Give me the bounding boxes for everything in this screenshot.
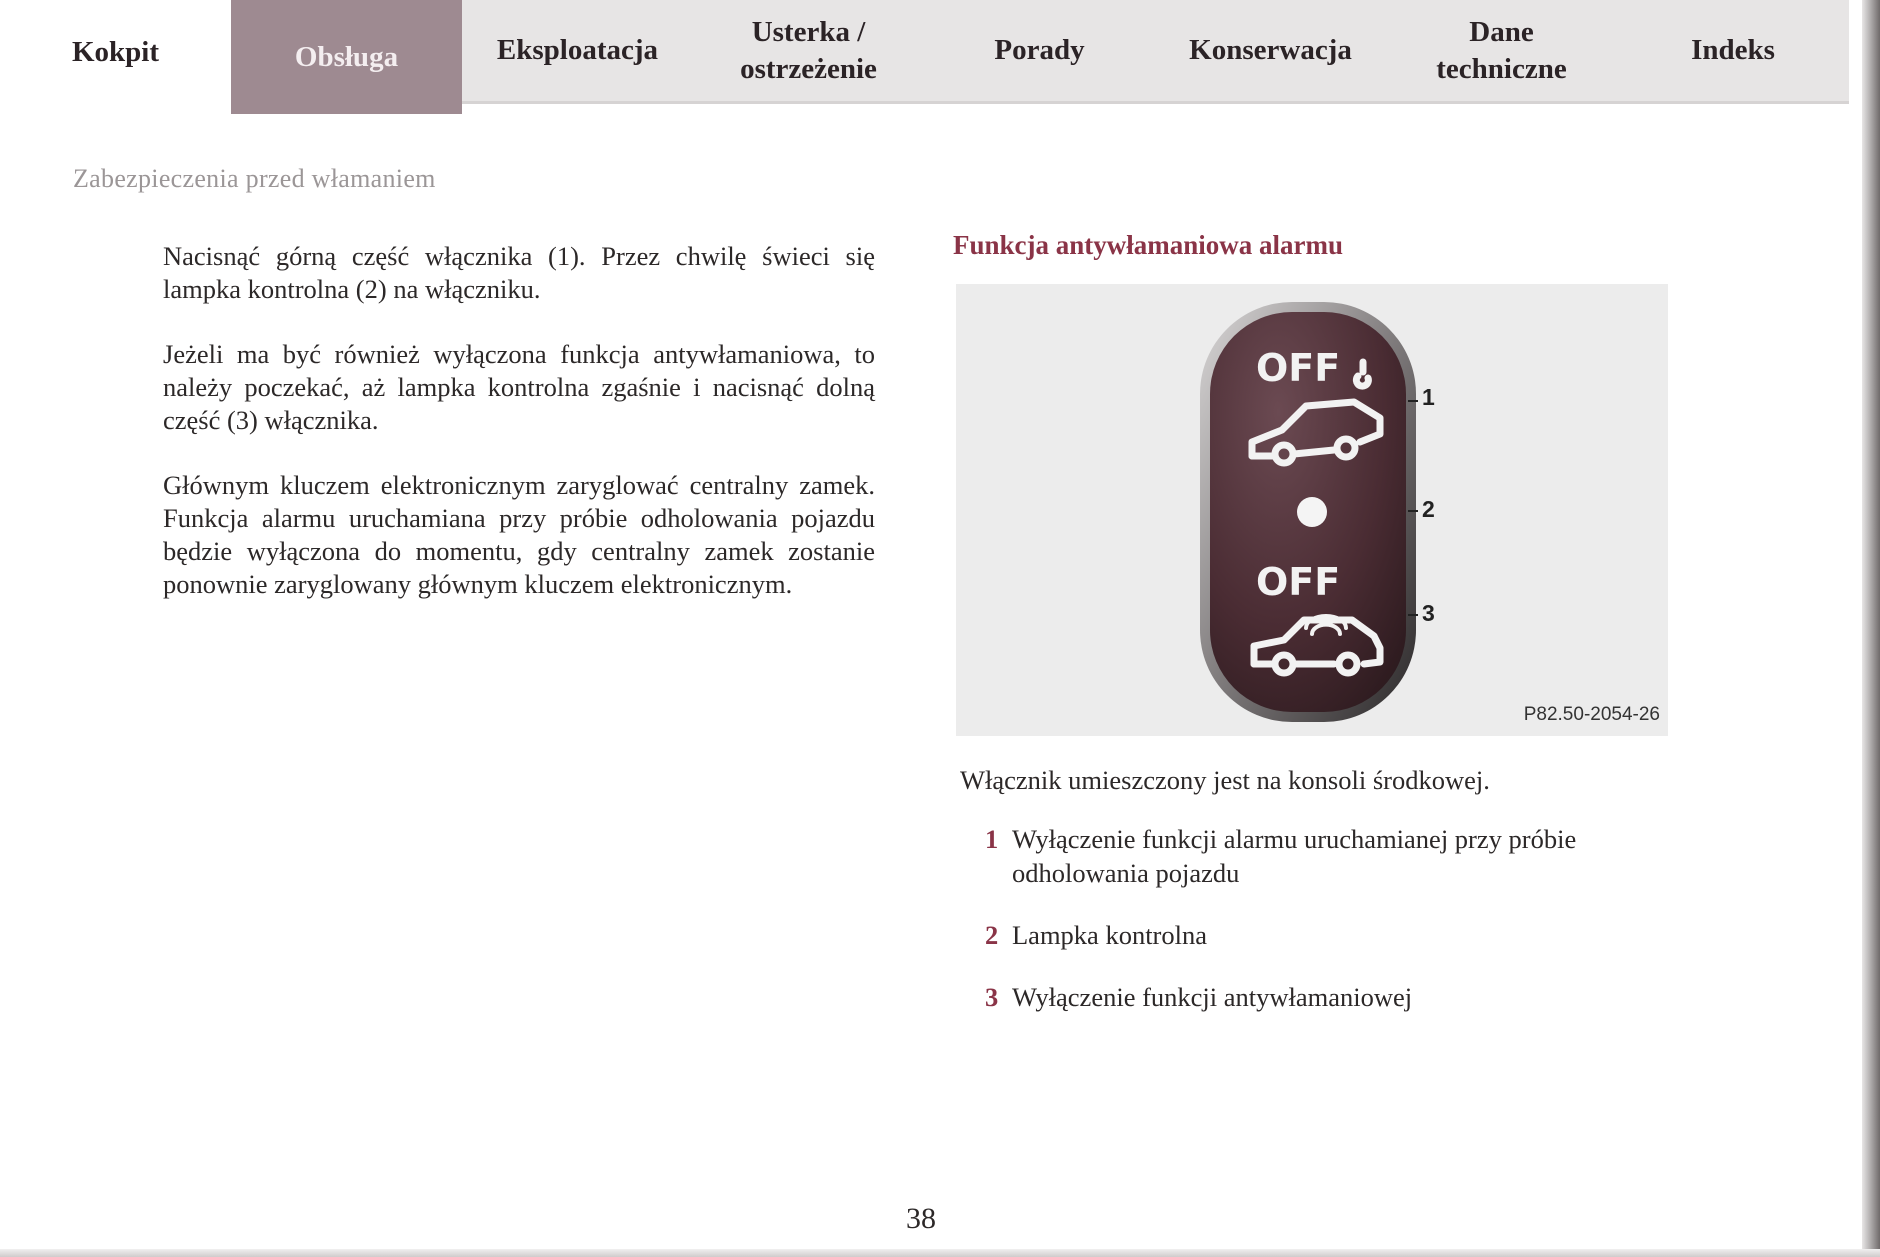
legend-number: 3 [985,982,999,1012]
legend-text: Wyłączenie funkcji alarmu uruchamianej przy próbie odholowania pojazdu [1012,824,1577,888]
tab-konserwacja[interactable]: Konserwacja [1155,0,1386,104]
figure-caption: Włącznik umieszczony jest na konsoli środkowej. [960,765,1490,795]
page-bottom-edge [0,1249,1880,1257]
legend-item [985,822,1645,890]
tab-eksploatacja[interactable]: Eksploatacja [462,0,693,104]
switch-bottom-label: OFF [1256,560,1341,604]
callout-3: 3 [1422,600,1435,626]
legend-item [985,918,1645,952]
legend-text: Lampka kontrolna [1012,920,1208,950]
instruction-paragraph: Jeżeli ma być również wyłączona funkcja antywłamaniowa, to należy poczekać, aż lampka kontrolna zgaśnie i nacisnąć dolną część (3) włącznika. [163,339,875,435]
legend-number: 2 [985,920,999,950]
tab-dane-techniczne[interactable]: Dane techniczne [1386,0,1617,104]
callout-1: 1 [1422,384,1435,410]
instruction-paragraph: Głównym kluczem elektronicznym zaryglować centralny zamek. Funkcja alarmu uruchamiana przy próbie odholowania pojazdu będzie wyłączona do momentu, gdy centralny zamek zostanie ponownie zaryglowany głównym kluczem elektronicznym. [163,470,875,599]
legend-item [985,980,1645,1014]
legend-number: 1 [985,824,999,854]
switch-figure [956,284,1668,736]
figure-code: P82.50-2054-26 [1523,704,1660,725]
indicator-lamp [1297,497,1327,527]
tab-porady[interactable]: Porady [924,0,1155,104]
page-number: 38 [906,1202,936,1235]
figure-heading: Funkcja antywłamaniowa alarmu [953,230,1344,260]
legend-text: Wyłączenie funkcji antywłamaniowej [1012,982,1413,1012]
tab-indeks[interactable]: Indeks [1617,0,1849,104]
section-tabs [0,0,1850,114]
instructions [163,240,875,633]
switch-top-label: OFF [1256,346,1341,390]
page-edge-shadow [1862,0,1880,1257]
tab-obsluga[interactable]: Obsługa [231,0,462,114]
callout-2: 2 [1422,496,1435,522]
tab-usterka-ostrzezenie[interactable]: Usterka / ostrzeżenie [693,0,924,104]
section-title: Zabezpieczenia przed włamaniem [73,164,436,193]
figure-legend [985,822,1645,1042]
tab-kokpit[interactable]: Kokpit [0,0,231,104]
instruction-paragraph: Nacisnąć górną część włącznika (1). Przez chwilę świeci się lampka kontrolna (2) na włączniku. [163,241,875,304]
